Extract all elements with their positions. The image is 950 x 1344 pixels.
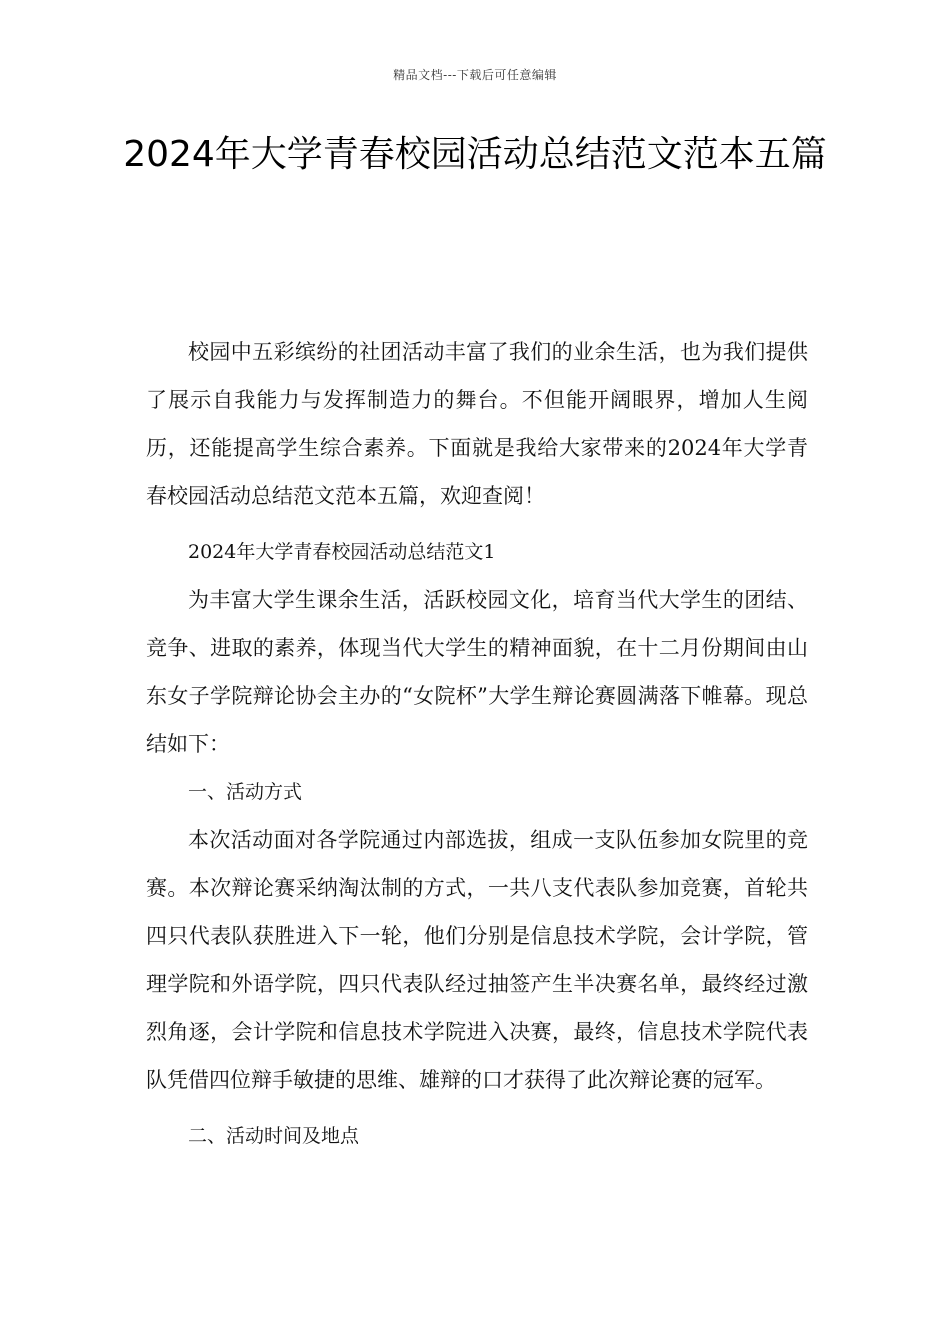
document-body xyxy=(146,328,808,1160)
section-1-paragraph: 本次活动面对各学院通过内部选拔，组成一支队伍参加女院里的竞赛。本次辩论赛采纳淘汰制的方式，一共八支代表队参加竞赛，首轮共四只代表队获胜进入下一轮，他们分别是信息技术学院，会计学院，管理学院和外语学院，四只代表队经过抽签产生半决赛名单，最终经过激烈角逐，会计学院和信息技术学院进入决赛，最终，信息技术学院代表队凭借四位辩手敏捷的思维、雄辩的口才获得了此次辩论赛的冠军。 xyxy=(146,828,808,1092)
section-2-heading: 二、活动时间及地点 xyxy=(188,1125,360,1147)
section-1-heading: 一、活动方式 xyxy=(188,781,303,803)
intro-paragraph: 校园中五彩缤纷的社团活动丰富了我们的业余生活，也为我们提供了展示自我能力与发挥制造力的舞台。不但能开阔眼界，增加人生阅历，还能提高学生综合素养。下面就是我给大家带来的2024年大学青春校园活动总结范文范本五篇，欢迎查阅！ xyxy=(146,340,808,508)
article-title: 2024年大学青春校园活动总结范文1 xyxy=(188,541,496,563)
article-intro-paragraph: 为丰富大学生课余生活，活跃校园文化，培育当代大学生的团结、竞争、进取的素养，体现当代大学生的精神面貌，在十二月份期间由山东女子学院辩论协会主办的“女院杯”大学生辩论赛圆满落下帷幕。现总结如下： xyxy=(146,588,808,756)
header-note: 精品文档---下载后可任意编辑 xyxy=(393,68,557,82)
document-title: 2024年大学青春校园活动总结范文范本五篇 xyxy=(123,134,827,175)
